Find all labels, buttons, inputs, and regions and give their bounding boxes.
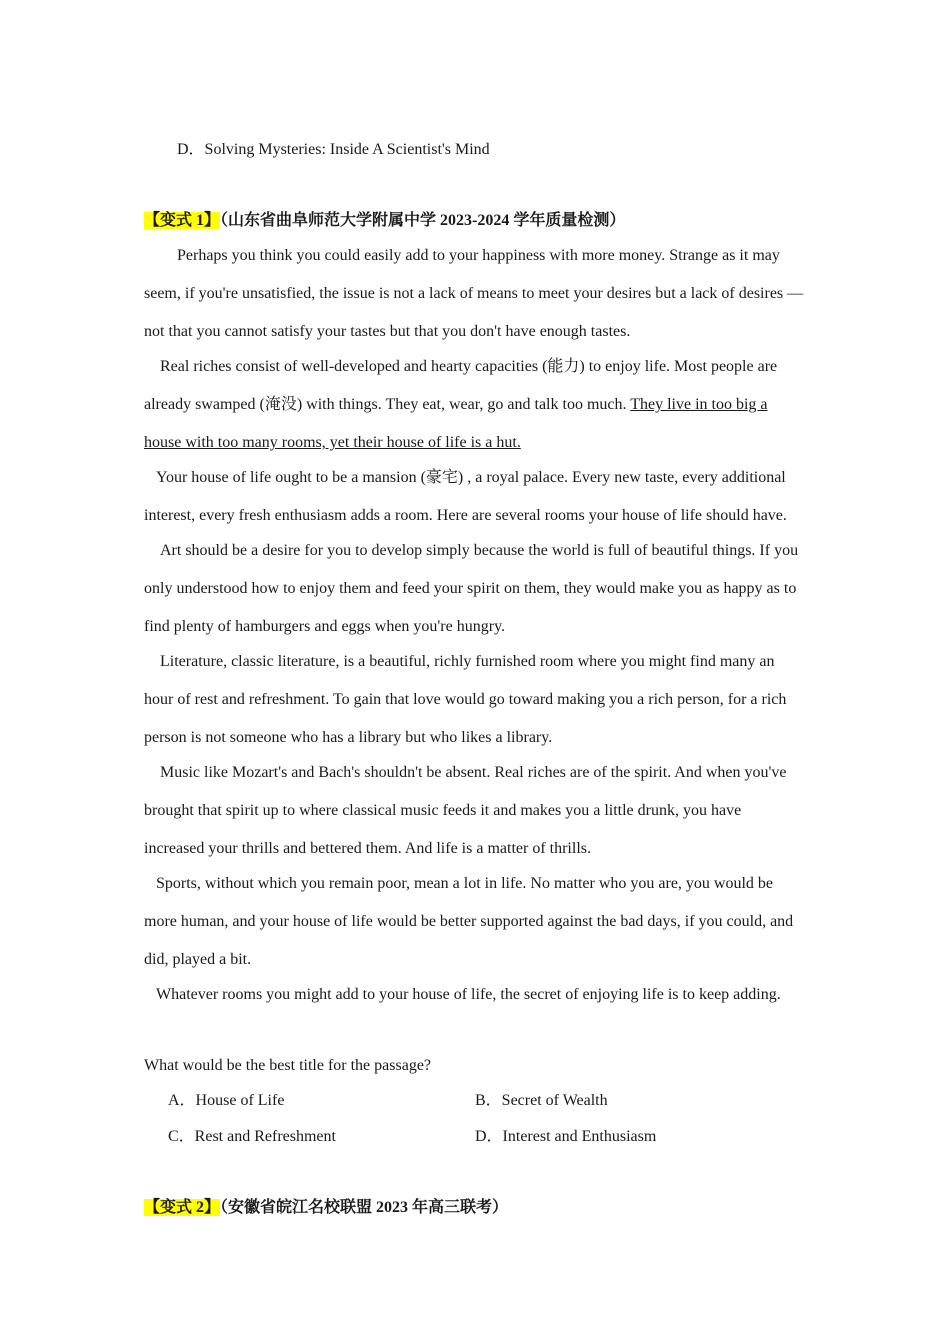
variant-1-label: 【变式 1】 <box>144 212 221 229</box>
variant-2-heading <box>144 1198 508 1218</box>
variant-1-source: （山东省曲阜师范大学附属中学 2023-2024 学年质量检测） <box>220 212 626 229</box>
option-c: C．Rest and Refreshment <box>168 1128 336 1145</box>
passage-p5-line2: hour of rest and refreshment. To gain that love would go toward making you a rich person, for a rich <box>144 691 787 708</box>
variant-2-label: 【变式 2】 <box>144 1199 221 1216</box>
question-stem: What would be the best title for the passage? <box>144 1057 432 1074</box>
passage-p1-line2: seem, if you're unsatisfied, the issue is not a lack of means to meet your desires but a lack of desires — <box>144 285 804 302</box>
passage-p8-line1: Whatever rooms you might add to your house of life, the secret of enjoying life is to keep adding. <box>156 986 781 1003</box>
passage-p7-line2: more human, and your house of life would be better supported against the bad days, if you could, and <box>144 913 794 930</box>
option-a: A．House of Life <box>168 1092 285 1109</box>
passage-p6-line2: brought that spirit up to where classical music feeds it and makes you a little drunk, you have <box>144 802 742 819</box>
passage-p2-line1: Real riches consist of well-developed and hearty capacities (能力) to enjoy life. Most people are <box>160 358 778 375</box>
passage-p5-line1: Literature, classic literature, is a beautiful, richly furnished room where you might find many an <box>160 653 775 670</box>
passage-p2-line2-text: already swamped (淹没) with things. They eat, wear, go and talk too much. <box>144 396 631 413</box>
variant-1-heading <box>144 211 625 231</box>
option-d: D．Interest and Enthusiasm <box>475 1128 657 1145</box>
passage-p4-line3: find plenty of hamburgers and eggs when you're hungry. <box>144 618 506 635</box>
passage-p7-line3: did, played a bit. <box>144 951 252 968</box>
passage-p7-line1: Sports, without which you remain poor, mean a lot in life. No matter who you are, you would be <box>156 875 774 892</box>
previous-option-d: D．Solving Mysteries: Inside A Scientist's Mind <box>177 141 490 158</box>
passage-p3-line1: Your house of life ought to be a mansion (豪宅) , a royal palace. Every new taste, every additional <box>156 469 786 486</box>
variant-2-source: （安徽省皖江名校联盟 2023 年高三联考） <box>220 1199 509 1216</box>
underlined-sentence-part2: house with too many rooms, yet their house of life is a hut. <box>144 434 521 451</box>
passage-p3-line2: interest, every fresh enthusiasm adds a room. Here are several rooms your house of life should have. <box>144 507 787 524</box>
passage-p1-line1: Perhaps you think you could easily add to your happiness with more money. Strange as it may <box>177 247 780 264</box>
underlined-sentence-part1: They live in too big a <box>630 396 768 413</box>
passage-p5-line3: person is not someone who has a library but who likes a library. <box>144 729 553 746</box>
option-b: B．Secret of Wealth <box>475 1092 608 1109</box>
passage-p6-line1: Music like Mozart's and Bach's shouldn't be absent. Real riches are of the spirit. And when you've <box>160 764 787 781</box>
passage-p1-line3: not that you cannot satisfy your tastes but that you don't have enough tastes. <box>144 323 631 340</box>
passage-p2-line2 <box>144 395 768 415</box>
passage-p6-line3: increased your thrills and bettered them. And life is a matter of thrills. <box>144 840 591 857</box>
passage-p4-line1: Art should be a desire for you to develop simply because the world is full of beautiful things. If you <box>160 542 799 559</box>
passage-p4-line2: only understood how to enjoy them and feed your spirit on them, they would make you as happy as to <box>144 580 797 597</box>
